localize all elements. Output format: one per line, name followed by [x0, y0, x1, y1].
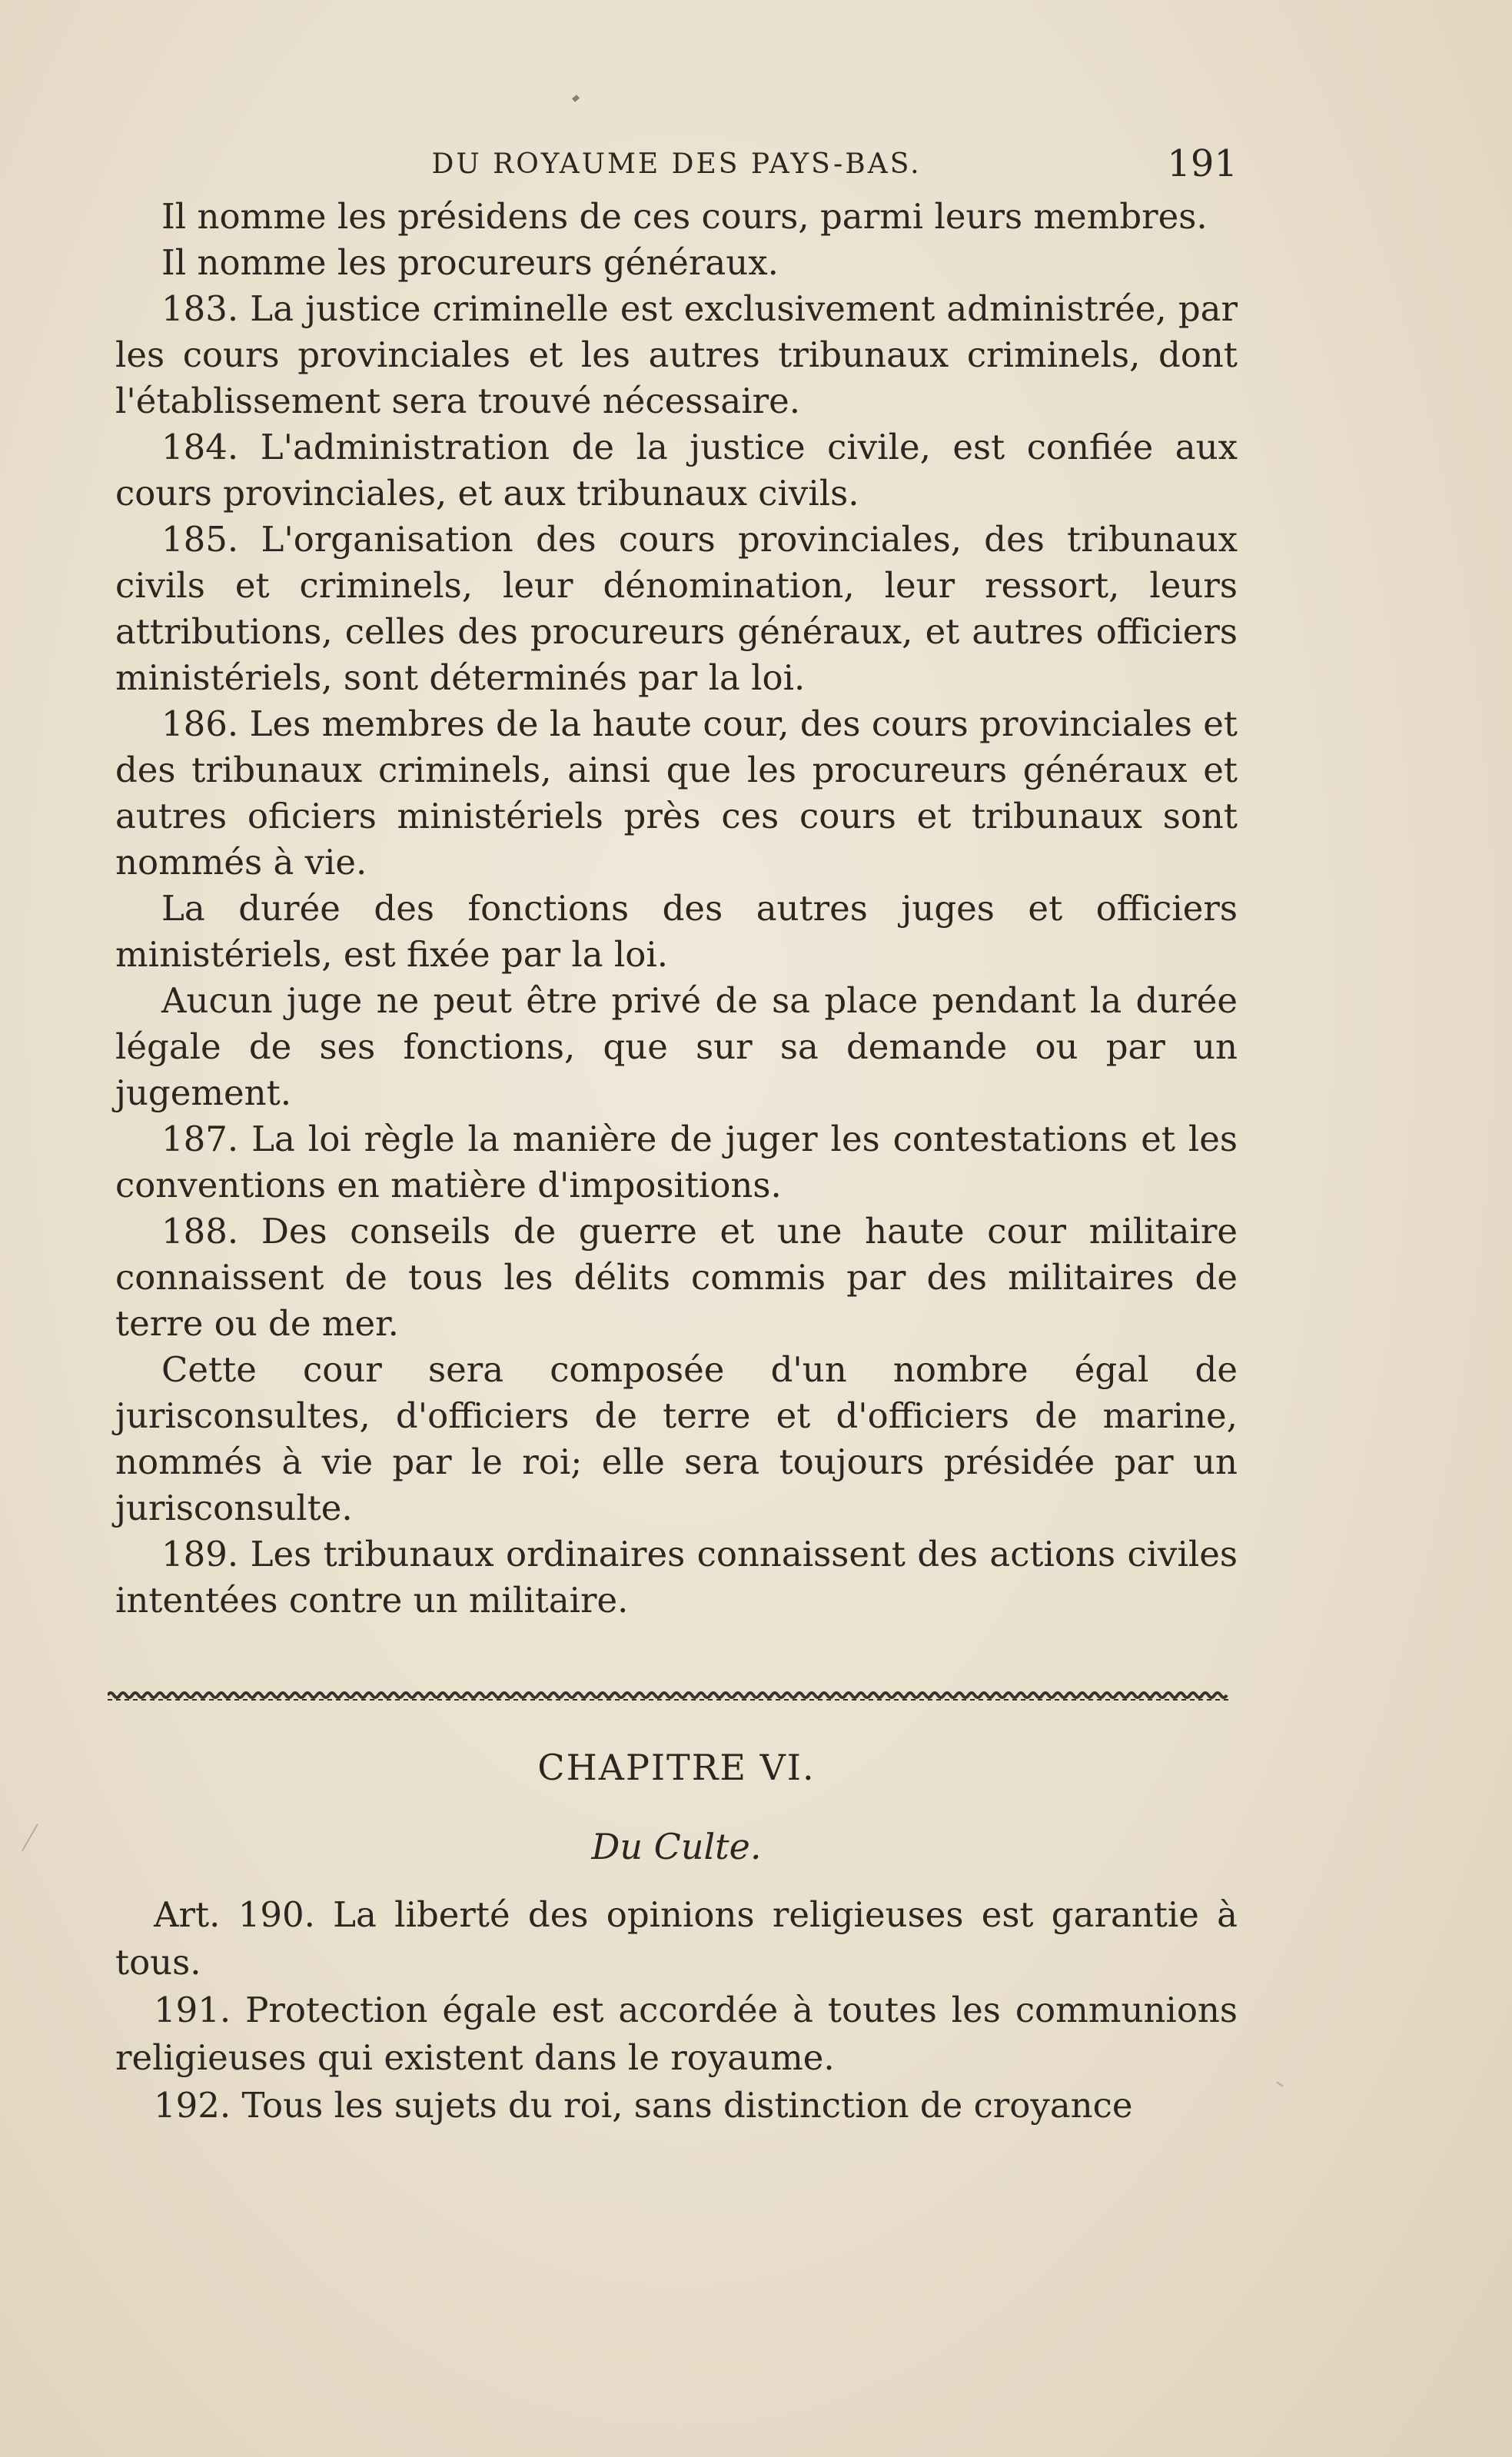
paper-speck	[1276, 2081, 1283, 2086]
paragraph-article-192: 192. Tous les sujets du roi, sans distinction de croyance	[154, 2085, 1133, 2126]
paper-speck	[572, 95, 580, 102]
chapter-title: CHAPITRE VI.	[537, 1747, 816, 1788]
paragraph-article-189: 189. Les tribunaux ordinaires connaissent des actions civiles intentées contre un militaire.	[115, 1534, 1238, 1621]
paragraph: Aucun juge ne peut être privé de sa place pendant la durée légale de ses fonctions, que sur sa demande ou par un jugement.	[115, 980, 1238, 1113]
paragraph-article-186: 186. Les membres de la haute cour, des cours provinciales et des tribunaux criminels, ainsi que les procureurs généraux et autres oficiers ministériels près ces cours et tribunaux sont nommés à vie.	[115, 703, 1238, 883]
paragraph-article-185: 185. L'organisation des cours provinciales, des tribunaux civils et criminels, leur dénomination, leur ressort, leurs attributions, celles des procureurs généraux, et autres officiers ministériels, sont déterminés par la loi.	[115, 519, 1238, 698]
ornamental-rule	[108, 1689, 1230, 1706]
paragraph: Cette cour sera composée d'un nombre égal de jurisconsultes, d'officiers de terre et d'officiers de marine, nommés à vie par le roi; elle sera toujours présidée par un jurisconsulte.	[115, 1349, 1238, 1528]
paragraph: Il nomme les procureurs généraux.	[161, 242, 779, 283]
chapter-subtitle: Du Culte.	[591, 1826, 762, 1867]
paragraph-article-187: 187. La loi règle la manière de juger les contestations et les conventions en matière d'impositions.	[115, 1119, 1238, 1205]
paragraph-article-191: 191. Protection égale est accordée à toutes les communions religieuses qui existent dans le royaume.	[115, 1990, 1238, 2078]
paper-speck	[22, 1824, 38, 1851]
paragraph-article-188: 188. Des conseils de guerre et une haute cour militaire connaissent de tous les délits commis par des militaires de terre ou de mer.	[115, 1211, 1238, 1344]
paragraph-article-184: 184. L'administration de la justice civile, est confiée aux cours provinciales, et aux tribunaux civils.	[115, 427, 1238, 514]
body-text-section	[115, 194, 1238, 1624]
running-head: DU ROYAUME DES PAYS-BAS.	[431, 148, 922, 180]
page-header	[115, 142, 1238, 188]
paragraph-article-183: 183. La justice criminelle est exclusivement administrée, par les cours provinciales et les autres tribunaux criminels, dont l'établissement sera trouvé nécessaire.	[115, 288, 1238, 421]
paragraph: Il nomme les présidens de ces cours, parmi leurs membres.	[161, 196, 1208, 237]
page-number: 191	[1167, 142, 1238, 185]
chapter-text-section	[115, 1891, 1238, 2130]
paragraph-article-190: Art. 190. La liberté des opinions religieuses est garantie à tous.	[115, 1894, 1238, 1983]
paragraph: La durée des fonctions des autres juges et officiers ministériels, est fixée par la loi.	[115, 888, 1238, 975]
